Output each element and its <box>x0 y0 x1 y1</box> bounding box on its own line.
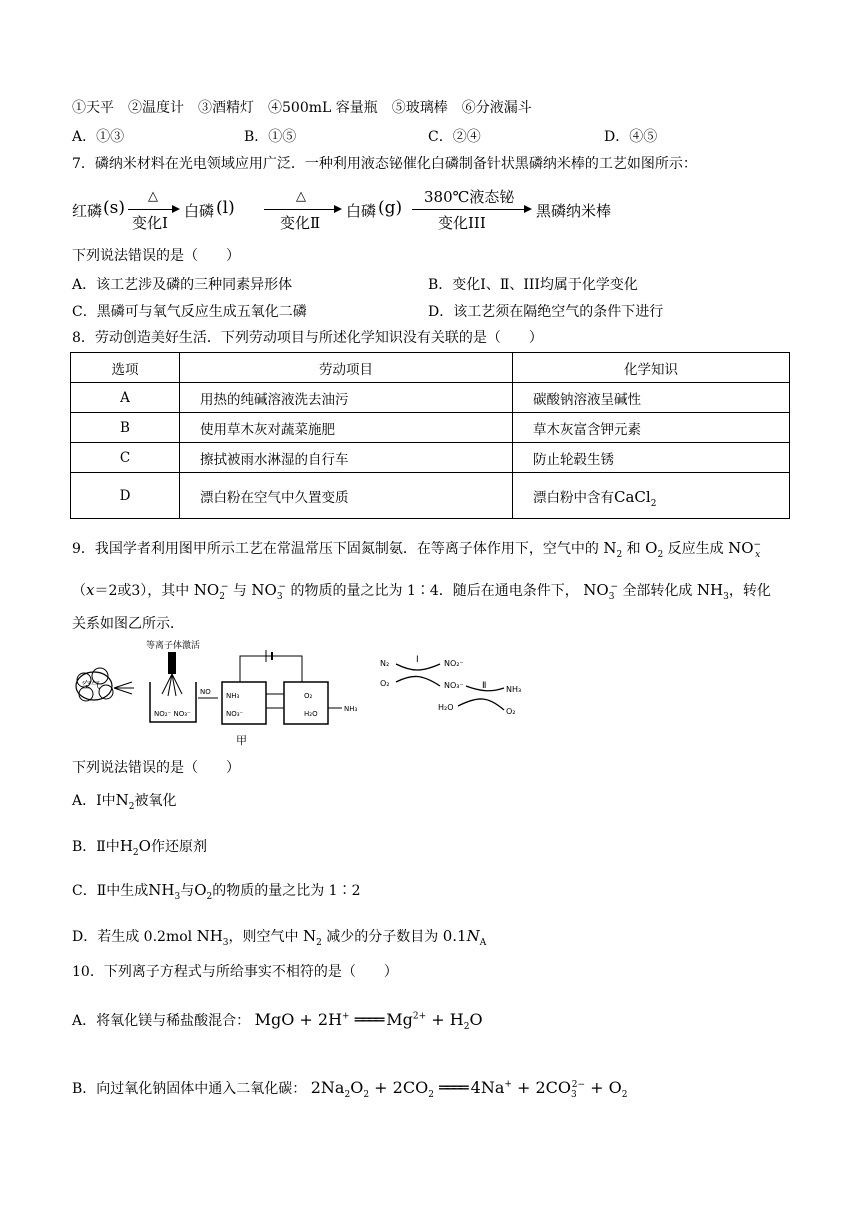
q7-option-b[interactable]: B．变化Ⅰ、Ⅱ、III均属于化学变化 <box>428 277 638 293</box>
flow-heat-2: △ <box>296 189 306 204</box>
row-a-option: A <box>71 383 180 413</box>
q9-opta-text2: 被氧化 <box>134 793 177 809</box>
q8-stem: 8．劳动创造美好生活．下列劳动项目与所述化学知识没有关联的是（ ） <box>72 330 543 346</box>
flow-state-s: (s) <box>103 198 125 218</box>
flow-condition-3: 380℃液态铋 <box>424 188 515 206</box>
q8-table <box>70 352 790 519</box>
plasma-discharge-icon <box>162 674 182 696</box>
q9-line2-e: 全部转化成 <box>622 583 693 599</box>
row-d-knowledge-text: 漂白粉中含有 <box>533 489 614 506</box>
q9-line2-f: ，转化 <box>728 583 771 599</box>
nh3-formula: $NH_3$ <box>196 927 229 948</box>
flow-state-g: (g) <box>378 198 403 218</box>
nox-pipe-label: NO <box>200 688 211 696</box>
x-variable: x <box>86 581 95 599</box>
yi-h2o: H₂O <box>438 703 454 712</box>
yi-o2: O₂ <box>380 679 390 688</box>
equation-a: MgO + 2H+ ════ $Mg^{2+} + H_2O$ <box>254 1010 483 1033</box>
q6-option-a[interactable]: A．①③ <box>72 129 125 145</box>
n2-formula: $N_2$ <box>603 539 623 560</box>
header-option: 选项 <box>71 353 180 383</box>
flow-arrow-1 <box>128 209 174 210</box>
q9-stem-c: 反应生成 <box>667 541 724 557</box>
flow-state-l: (l) <box>216 198 235 218</box>
flow-change-2: 变化Ⅱ <box>280 214 321 232</box>
row-a-knowledge: 碳酸钠溶液呈碱性 <box>513 383 790 413</box>
equation-b: $2Na_2O_2 + 2CO_2$ ════ $4Na^+ + 2CO_3^{2-} + O_2$ <box>310 1078 628 1101</box>
cell-nh3-label: NH₃ <box>226 692 240 700</box>
row-b-knowledge: 草木灰富含钾元素 <box>513 413 790 443</box>
row-a-labor: 用热的纯碱溶液洗去油污 <box>180 383 513 413</box>
q9-line2-a: （ <box>72 583 86 599</box>
q10-stem: 10．下列离子方程式与所给事实不相符的是（ ） <box>72 964 398 980</box>
yi-arrow-ii-b <box>458 699 504 710</box>
salt-bridge <box>266 694 284 708</box>
q7-option-d[interactable]: D．该工艺须在隔绝空气的条件下进行 <box>428 304 664 320</box>
header-chemistry-knowledge: 化学知识 <box>513 353 790 383</box>
nh3-formula: $NH_3$ <box>696 581 729 602</box>
header-labor-item: 劳动项目 <box>180 353 513 383</box>
q7-stem: 7．磷纳米材料在光电领域应用广泛．一种利用液态铋催化白磷制备针状黑磷纳米棒的工艺如图所示： <box>72 156 697 172</box>
row-b-option: B <box>71 413 180 443</box>
yi-arrow-i-b <box>396 676 440 686</box>
flow-white-phosphorus-g: 白磷 <box>346 202 377 220</box>
yi-o2b: O₂ <box>506 707 516 716</box>
q7-option-c[interactable]: C．黑磷可与氧气反应生成五氧化二磷 <box>72 304 307 320</box>
q9-optd-text3: 减少的分子数目为 <box>326 929 439 945</box>
row-b-labor: 使用草木灰对蔬菜施肥 <box>180 413 513 443</box>
flow-arrow-1-head <box>172 205 180 213</box>
q9-optc-text1: C．Ⅱ中生成 <box>72 883 149 899</box>
nh3-formula: $NH_3$ <box>148 881 181 902</box>
q10-option-b[interactable] <box>72 1078 627 1099</box>
o2-formula: $O_2$ <box>194 881 213 902</box>
optd-na-sub: A <box>479 938 487 948</box>
table-row <box>71 413 790 443</box>
nh3-out-label: NH₃ <box>344 705 358 713</box>
flow-black-phosphorus-nanorod: 黑磷纳米棒 <box>536 202 612 220</box>
q7-option-a[interactable]: A．该工艺涉及磷的三种同素异形体 <box>72 277 293 293</box>
q9-opta-text1: A．Ⅰ中 <box>72 793 116 809</box>
flow-arrow-3 <box>412 209 526 210</box>
no2-minus-formula: $NO_2^-$ <box>193 581 229 602</box>
q9-option-b[interactable] <box>72 836 207 857</box>
q9-option-d[interactable] <box>72 926 486 947</box>
figure-jia <box>70 638 370 750</box>
q6-option-b[interactable]: B．①⑤ <box>244 129 297 145</box>
flow-white-phosphorus-l: 白磷 <box>184 202 215 220</box>
q9-optd-text1: D．若生成 0.2mol <box>72 929 193 945</box>
o2-formula: $O_2$ <box>645 539 664 560</box>
flow-heat-1: △ <box>148 189 158 204</box>
cell-no3-label: NO₃⁻ <box>226 710 244 718</box>
q9-optc-text2: 与 <box>180 883 195 899</box>
row-d-option: D <box>71 473 180 519</box>
q6-option-c[interactable]: C．②④ <box>428 129 481 145</box>
yi-n2: N₂ <box>380 659 390 668</box>
plasma-electrode-icon <box>168 652 176 674</box>
q6-option-d[interactable]: D．④⑤ <box>604 129 658 145</box>
cacl2-base: CaCl <box>614 487 651 506</box>
table-row <box>71 473 790 519</box>
row-d-knowledge <box>513 473 790 519</box>
yi-step-i: Ⅰ <box>416 655 419 665</box>
plasma-label: 等离子体激活 <box>146 641 201 651</box>
yi-no3: NO₃⁻ <box>444 681 464 690</box>
avogadro-formula <box>442 927 487 948</box>
optd-value: 0.1 <box>442 927 467 945</box>
q9-optd-text2: ，则空气中 <box>228 929 299 945</box>
q10-optb-text: B．向过氧化钠固体中通入二氧化碳： <box>72 1081 307 1097</box>
q9-stem-line2 <box>72 580 771 601</box>
row-c-labor: 擦拭被雨水淋湿的自行车 <box>180 443 513 473</box>
no3-minus-formula: $NO_3^-$ <box>251 581 287 602</box>
flow-change-1: 变化Ⅰ <box>132 214 168 232</box>
row-c-option: C <box>71 443 180 473</box>
row-c-knowledge: 防止轮毂生锈 <box>513 443 790 473</box>
cell-h2o-label: H₂O <box>304 710 318 718</box>
q9-stem-line1 <box>72 538 760 559</box>
q9-stem-a: 9．我国学者利用图甲所示工艺在常温常压下固氮制氨．在等离子体作用下，空气中的 <box>72 541 599 557</box>
yi-step-ii: Ⅱ <box>482 681 487 691</box>
flow-arrow-3-head <box>524 205 532 213</box>
air-label: 空气 <box>82 681 101 691</box>
q9-line2-c: 与 <box>232 583 247 599</box>
q9-line2-b: ＝2或3），其中 <box>94 583 190 599</box>
q9-optc-text3: 的物质的量之比为 1∶2 <box>212 883 361 899</box>
cell-o2-label: O₂ <box>304 692 313 700</box>
q7-question: 下列说法错误的是（ ） <box>72 248 240 264</box>
row-d-labor: 漂白粉在空气中久置变质 <box>180 473 513 519</box>
flow-red-phosphorus: 红磷 <box>72 202 103 220</box>
n2-formula: $N_2$ <box>115 791 135 812</box>
q9-option-c[interactable] <box>72 880 361 901</box>
yi-nh3: NH₃ <box>506 685 522 694</box>
q6-items: ①天平 ②温度计 ③酒精灯 ④500mL 容量瓶 ⑤玻璃棒 ⑥分液漏斗 <box>72 100 532 116</box>
nox-formula: $NO^-_x$ <box>728 539 762 560</box>
h2o-formula: $H_2O$ <box>119 837 151 858</box>
table-row <box>71 443 790 473</box>
optd-na: N <box>466 927 480 945</box>
cacl2-sub: 2 <box>650 498 657 509</box>
yi-no2: NO₂⁻ <box>444 659 464 668</box>
q9-stem-line3: 关系如图乙所示． <box>72 616 184 632</box>
flow-change-3: 变化III <box>438 214 486 232</box>
q9-line2-d: 的物质的量之比为 1∶4．随后在通电条件下， <box>290 583 579 599</box>
q9-option-a[interactable] <box>72 790 177 811</box>
table-header-row <box>71 353 790 383</box>
cacl2-formula <box>614 487 657 509</box>
q10-opta-text: A．将氧化镁与稀盐酸混合： <box>72 1013 251 1029</box>
beaker1-content: NO₂⁻ NO₃⁻ <box>154 710 191 718</box>
flow-arrow-2-head <box>334 205 342 213</box>
n2-formula: $N_2$ <box>302 927 322 948</box>
q10-option-a[interactable] <box>72 1010 483 1031</box>
q9-optb-text2: 作还原剂 <box>150 839 207 855</box>
flow-arrow-2 <box>264 209 336 210</box>
figure-yi <box>378 654 538 720</box>
q9-stem-b: 和 <box>626 541 641 557</box>
jia-label: 甲 <box>236 734 247 747</box>
table-row <box>71 383 790 413</box>
q9-question: 下列说法错误的是（ ） <box>72 760 240 776</box>
no3-minus-formula-2: $NO_3^-$ <box>583 581 618 602</box>
q9-optb-text1: B．Ⅱ中 <box>72 839 120 855</box>
